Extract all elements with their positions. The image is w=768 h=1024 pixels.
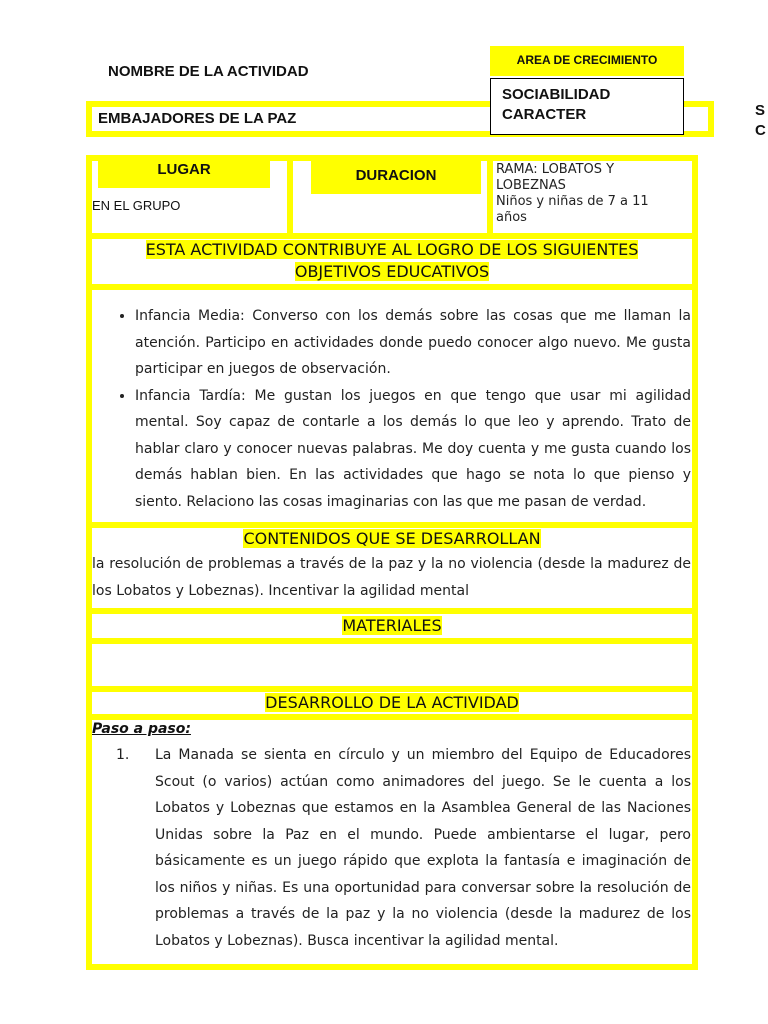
contents-heading-wrap: [92, 528, 692, 550]
objective-item-1: • Infancia Media: Converso con los demás sobre las cosas que me llaman la atención. Participo en actividades donde puedo conocer algo nuevo. Me gusta participar en juegos de observación.: [135, 303, 691, 383]
objectives-divider: [86, 284, 698, 290]
materials-divider-top: [86, 608, 698, 614]
growth-area-label: AREA DE CRECIMIENTO: [490, 46, 684, 76]
development-heading-wrap: [92, 692, 692, 714]
branch-line-1: RAMA: LOBATOS Y: [496, 162, 615, 177]
growth-area-value-1: SOCIABILIDAD: [502, 86, 611, 103]
contents-heading: CONTENIDOS QUE SE DESARROLLAN: [243, 529, 541, 548]
info-col-divider-1: [287, 161, 293, 235]
info-col-divider-2: [487, 161, 493, 235]
materials-divider-mid: [86, 638, 698, 644]
cut-off-letter-2: C: [755, 122, 766, 139]
objectives-heading-line-1: ESTA ACTIVIDAD CONTRIBUYE AL LOGRO DE LOS SIGUIENTES: [145, 240, 639, 259]
objectives-heading-line-2: OBJETIVOS EDUCATIVOS: [294, 262, 490, 281]
development-heading: DESARROLLO DE LA ACTIVIDAD: [265, 693, 519, 712]
growth-area-box: [490, 78, 684, 135]
activity-name-label: NOMBRE DE LA ACTIVIDAD: [108, 63, 309, 80]
materials-heading-wrap: [92, 615, 692, 637]
step-label: Paso a paso:: [92, 721, 191, 737]
activity-name-value: EMBAJADORES DE LA PAZ: [98, 110, 297, 127]
objective-item-2: • Infancia Tardía: Me gustan los juegos en que tengo que usar mi agilidad mental. Soy capaz de contarle a los demás lo que leo y aprendo. Trato de hablar claro y conocer nuevas palabras. Me doy cuenta y me gusta cuando los demás hablan bien. En las actividades que hago se nota lo que pienso y siento. Relaciono las cosas imaginarias con las que me pasan de verdad.: [135, 383, 691, 516]
branch-line-3: Niños y niñas de 7 a 11: [496, 194, 649, 209]
duration-label: DURACION: [311, 160, 481, 194]
step-number: 1.: [116, 747, 130, 763]
objectives-list: [92, 303, 691, 515]
step-text: La Manada se sienta en círculo y un miembro del Equipo de Educadores Scout (o varios) actúan como animadores del juego. Se le cuenta a los Lobatos y Lobeznas que estamos en la Asamblea General de las Naciones Unidas sobre la Paz en el mundo. Puede ambientarse el lugar, pero básicamente es un juego rápido que explota la fantasía e imaginación de los niños y niñas. Es una oportunidad para conversar sobre la resolución de problemas a través de la paz y la no violencia (desde la madurez de los Lobatos y Lobeznas). Busca incentivar la agilidad mental.: [155, 747, 691, 949]
cut-off-letter-1: S: [755, 102, 766, 119]
growth-area-value-2: CARACTER: [502, 106, 587, 123]
place-label: LUGAR: [98, 155, 270, 188]
contents-text: la resolución de problemas a través de la paz y la no violencia (desde la madurez de los Lobatos y Lobeznas). Incentivar la agilidad mental: [92, 556, 691, 599]
materials-heading: MATERIALES: [342, 616, 442, 635]
step-item: [92, 742, 691, 954]
cut-off-letters: [755, 101, 766, 141]
development-divider: [86, 714, 698, 720]
branch-line-2: LOBEZNAS: [496, 178, 566, 193]
branch-info: [496, 162, 691, 226]
objectives-heading: [92, 239, 692, 283]
place-value: EN EL GRUPO: [92, 198, 181, 213]
branch-line-4: años: [496, 210, 527, 225]
